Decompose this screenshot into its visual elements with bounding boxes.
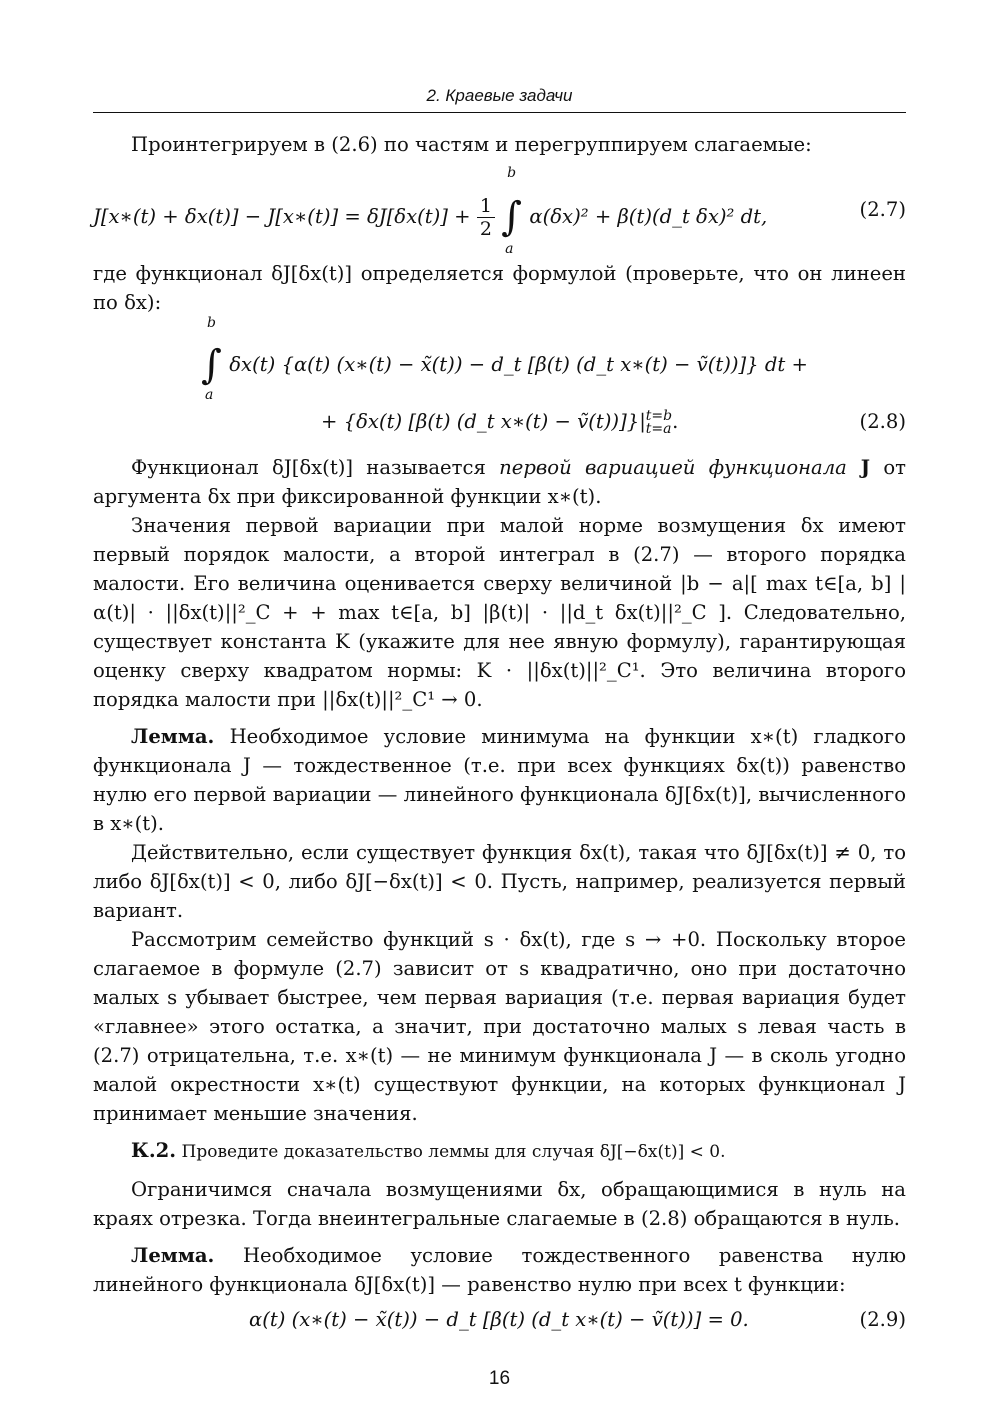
paragraph-restrict: Ограничимся сначала возмущениями δx, обращающимися в нуль на краях отрезка. Тогда внеинтегральные слагаемые в (2.8) обращаются в нуль. [93,1178,906,1230]
eq28-line2: + {δx(t) [β(t) (d_t x∗(t) − ṽ(t))]}| [321,410,646,433]
lemma-2: Лемма. Необходимое условие тождественного равенства нулю линейного функционала δJ[δx(t)] — равенство нулю при всех t функции: [93,1244,906,1296]
page-content [93,130,906,1339]
eq29-body: α(t) (x∗(t) − x̃(t)) − d_t [β(t) (d_t x∗(t) − ṽ(t))] = 0. [249,1308,749,1331]
equation-2-8: b ∫ a δx(t) {α(t) (x∗(t) − x̃(t)) − d_t [β(t) (d_t x∗(t) − ṽ(t))]} dt + + {δx(t) [β(t) (d_t x∗(t) − ṽ(t))]}| t=b t=a . (2.8) [201,315,906,437]
eq27-lhs: J[x∗(t) + δx(t)] − J[x∗(t)] = δJ[δx(t)] + [93,205,477,228]
eq27-half: $\frac{1}{2}$ [477,195,495,240]
document-page [93,0,906,1425]
running-header: 2. Краевые задачи [426,86,573,105]
eq28-line1: δx(t) {α(t) (x∗(t) − x̃(t)) − d_t [β(t) (d_t x∗(t) − ṽ(t))]} dt + [229,353,808,376]
lemma-1: Лемма. Необходимое условие минимума на функции x∗(t) гладкого функционала J — тождественное (т.е. при всех функциях δx(t)) равенство нулю его первой вариации — линейного функционала δJ[δx(t)], вычисленного в x∗(t). [93,725,906,835]
exercise-k2: К.2. Проведите доказательство леммы для случая δJ[−δx(t)] < 0. [131,1139,726,1162]
paragraph-estimate: Значения первой вариации при малой норме возмущения δx имеют первый порядок малости, а второй интеграл в (2.7) — второго порядка малости. Его величина оценивается сверху величиной |b − a|[ max t∈[a, b] |α(t)| · ||δx(t)||²_C + + max t∈[a, b] |β(t)| · ||d_t δx(t)||²_C ]. Следовательно, существует константа K (укажите для нее явную формулу), гарантирующая оценку сверху квадратом нормы: K · ||δx(t)||²_C¹. Это величина второго порядка малости при ||δx(t)||²_C¹ → 0. [93,514,906,711]
header-rule [93,112,906,113]
eq28-integral: b ∫ a [201,315,222,403]
paragraph-intro: Проинтегрируем в (2.6) по частям и перегруппируем слагаемые: [131,133,812,156]
eq28-number: (2.8) [859,410,906,433]
eq27-integral: b ∫ a [501,165,522,257]
eq27-integrand: α(δx)² + β(t)(d_t δx)² dt, [529,205,768,228]
eq27-number: (2.7) [859,198,906,221]
paragraph-first-variation: Функционал δJ[δx(t)] называется первой вариацией функционала J от аргумента δx при фиксированной функции x∗(t). [93,456,906,508]
equation-2-7 [93,159,906,259]
paragraph-family: Рассмотрим семейство функций s · δx(t), где s → +0. Поскольку второе слагаемое в формуле (2.7) зависит от s квадратично, оно при достаточно малых s убывает быстрее, чем первая вариация (т.е. первая вариация будет «главнее» этого остатка, а значит, при достаточно малых s левая часть в (2.7) отрицательна, т.е. x∗(t) — не минимум функционала J — в сколь угодно малой окрестности x∗(t) существуют функции, на которых функционал J принимает меньшие значения. [93,928,906,1125]
paragraph-indeed: Действительно, если существует функция δx(t), такая что δJ[δx(t)] ≠ 0, то либо δJ[δx(t)] < 0, либо δJ[−δx(t)] < 0. Пусть, например, реализуется первый вариант. [93,841,906,922]
equation-2-9 [93,1299,906,1339]
page-number: 16 [488,1368,511,1389]
eq29-number: (2.9) [859,1308,906,1331]
eq28-bounds: t=b t=a [645,407,673,437]
paragraph-functional-def: где функционал δJ[δx(t)] определяется формулой (проверьте, что он линеен по δx): [93,262,906,314]
